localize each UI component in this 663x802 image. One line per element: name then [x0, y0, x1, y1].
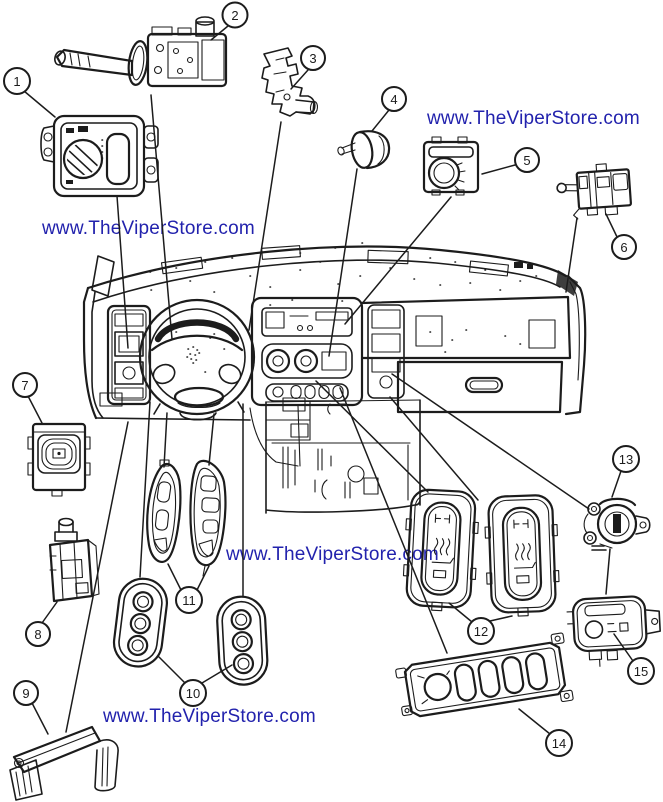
part-8-plunger-switch [50, 519, 99, 602]
callout-number: 11 [182, 593, 196, 608]
callout-6 [612, 235, 636, 259]
callout-number: 2 [231, 8, 239, 23]
hvac-controls [262, 344, 352, 378]
radio [262, 308, 352, 336]
callout-14 [546, 730, 572, 756]
part-7-switch [28, 424, 90, 496]
callout-number: 8 [34, 627, 42, 642]
passenger-dash [362, 276, 585, 414]
switch-row [266, 384, 348, 401]
callout-11 [176, 587, 202, 613]
dash-left-switch-panel [108, 306, 150, 404]
callout-4 [382, 87, 406, 111]
callout-number: 12 [473, 624, 489, 639]
callout-number: 3 [309, 51, 317, 66]
callout-number: 9 [22, 686, 30, 701]
watermark-text-bottom: www.TheViperStore.com [103, 706, 316, 727]
part-6-switch-module [556, 162, 632, 220]
callout-1 [4, 68, 30, 94]
part-9-bracket [10, 727, 118, 800]
callout-8 [26, 622, 50, 646]
part-10-bezel-right [216, 595, 269, 685]
glovebox [398, 362, 562, 412]
callout-3 [301, 46, 325, 70]
part-13-ignition-ring [584, 499, 650, 550]
callout-number: 4 [390, 92, 398, 107]
part-11-wheel-switch-left [147, 460, 180, 562]
callout-15 [628, 658, 654, 684]
callout-number: 14 [551, 736, 567, 751]
part-5-dial-switch [424, 137, 478, 195]
wheel-right-switch-pod [216, 361, 244, 387]
wheel-left-switch-pod [150, 361, 178, 387]
part-15-accessory-switch [566, 595, 661, 668]
passenger-vent-right [529, 320, 555, 348]
callout-2 [223, 3, 248, 28]
part-2-multifunction-switch [53, 17, 226, 86]
part-1-headlamp-switch [41, 116, 158, 196]
callout-12 [468, 618, 494, 644]
ram-logo [187, 347, 200, 363]
a-pillar-speaker-grille [92, 256, 114, 296]
part-14-switch-bank [394, 633, 574, 727]
callout-number: 5 [523, 153, 531, 168]
watermark-text-center: www.TheViperStore.com [226, 544, 439, 565]
watermark-text-top-right: www.TheViperStore.com [427, 108, 640, 129]
callout-13 [613, 446, 639, 472]
part-10-bezel-left [111, 576, 169, 669]
part-12-seat-heater-switch-left [402, 489, 480, 613]
center-stack [252, 298, 362, 405]
callout-number: 1 [13, 74, 21, 89]
steering-wheel [140, 300, 254, 420]
callout-number: 10 [185, 686, 201, 701]
callout-number: 6 [620, 240, 628, 255]
callout-5 [515, 148, 539, 172]
callout-10 [180, 680, 206, 706]
callout-number: 15 [633, 664, 649, 679]
callout-7 [13, 373, 37, 397]
dashboard-illustration [84, 243, 585, 513]
part-11-wheel-switch-right [190, 461, 225, 576]
lower-console [250, 398, 420, 513]
callout-number: 13 [618, 452, 634, 467]
callout-9 [14, 681, 38, 705]
part-4-knob [337, 131, 389, 170]
callout-number: 7 [21, 378, 29, 393]
passenger-vent-left [416, 316, 442, 346]
watermark-text-left: www.TheViperStore.com [42, 218, 255, 239]
part-12-seat-heater-switch-right [484, 495, 560, 617]
